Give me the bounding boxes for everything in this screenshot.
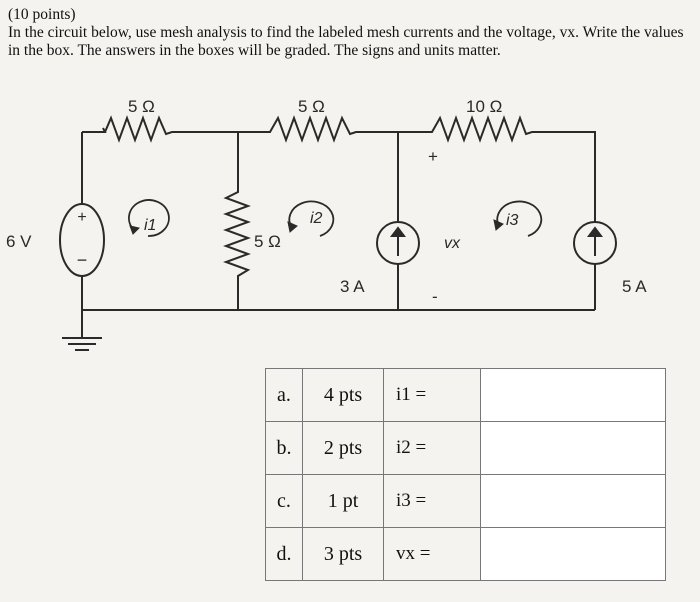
row-points: 1 pt	[303, 475, 384, 528]
answer-input-i3[interactable]	[481, 475, 665, 527]
row-variable: vx =	[384, 528, 481, 581]
row-points: 3 pts	[303, 528, 384, 581]
resistor-r2	[238, 118, 398, 140]
label-vx-minus: -	[432, 287, 438, 306]
label-r1: 5 Ω	[128, 97, 155, 116]
answer-box-i2[interactable]	[481, 422, 666, 475]
answer-input-i1[interactable]	[481, 369, 665, 421]
answer-box-i3[interactable]	[481, 475, 666, 528]
answer-row-d	[266, 528, 666, 581]
row-variable: i3 =	[384, 475, 481, 528]
label-mesh-i1: i1	[144, 217, 157, 234]
answer-row-b	[266, 422, 666, 475]
label-mesh-i2: i2	[310, 210, 323, 227]
answer-row-c	[266, 475, 666, 528]
mesh-i1-arrowhead	[130, 226, 139, 234]
answer-row-a	[266, 369, 666, 422]
row-letter: a.	[266, 369, 303, 422]
vs-plus: +	[77, 209, 87, 226]
label-voltage-source: 6 V	[6, 232, 32, 251]
label-r-vertical: 5 Ω	[254, 232, 281, 251]
answer-box-vx[interactable]	[481, 528, 666, 581]
answer-input-i2[interactable]	[481, 422, 665, 474]
answer-table	[265, 368, 666, 581]
label-r3: 10 Ω	[466, 97, 503, 116]
row-variable: i2 =	[384, 422, 481, 475]
row-letter: d.	[266, 528, 303, 581]
mesh-i2-arrowhead	[288, 222, 297, 232]
resistor-vertical	[226, 132, 248, 310]
row-points: 4 pts	[303, 369, 384, 422]
vs-minus: −	[76, 250, 88, 270]
row-letter: b.	[266, 422, 303, 475]
row-points: 2 pts	[303, 422, 384, 475]
label-vx: vx	[444, 235, 460, 252]
row-letter: c.	[266, 475, 303, 528]
question-body: In the circuit below, use mesh analysis to find the labeled mesh currents and the voltage, vx. Write the values in the box. The answers in the boxes will be graded. The signs and units matter.	[8, 24, 684, 60]
answer-input-vx[interactable]	[481, 528, 665, 580]
answer-box-i1[interactable]	[481, 369, 666, 422]
question-points: (10 points)	[8, 6, 76, 23]
label-mesh-i3: i3	[506, 212, 519, 229]
label-cs1: 3 A	[340, 277, 365, 296]
row-variable: i1 =	[384, 369, 481, 422]
ground-symbol	[62, 310, 102, 350]
label-vx-plus: +	[428, 147, 438, 166]
resistor-r1	[105, 118, 238, 140]
label-r2: 5 Ω	[298, 97, 325, 116]
mesh-i3-arrowhead	[494, 220, 503, 230]
label-cs2: 5 A	[622, 277, 647, 296]
resistor-r3	[398, 118, 595, 222]
mesh-i3-arrow	[497, 201, 541, 236]
